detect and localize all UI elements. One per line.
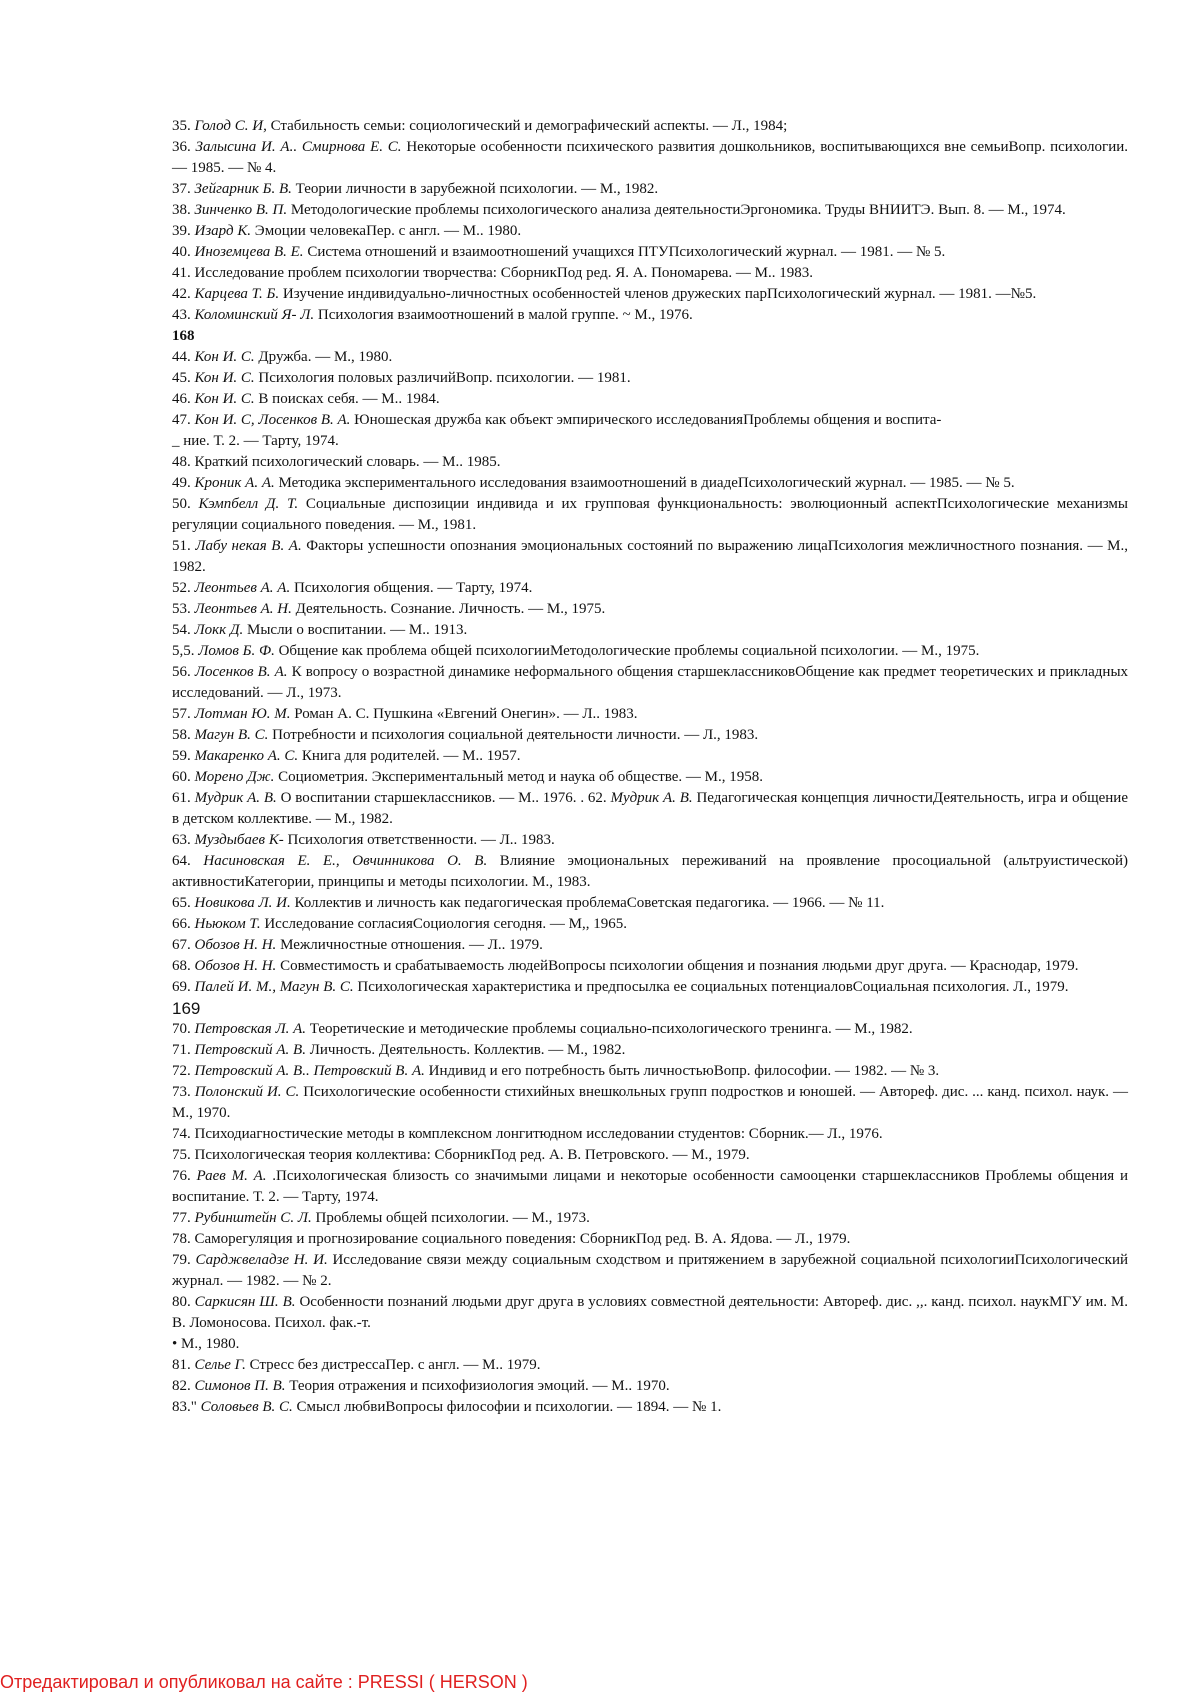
entry-author: Магун В. С. [194,727,269,743]
entry-text: Факторы успешности опознания эмоциональных состояний по выражению лицаПсихология межличностного познания. — М., 1982. [172,538,1129,575]
bibliography-entry [172,242,1128,263]
entry-text: Смысл любвиВопросы философии и психологии. — 1894. — № 1. [292,1399,722,1415]
entry-number: 35. [172,118,191,134]
bibliography-entry [172,1355,1128,1376]
bibliography-entry [172,410,1128,431]
entry-author: Морено Дж. [194,769,275,785]
bibliography-entry [172,1040,1128,1061]
entry-text: М., 1980. [181,1336,240,1352]
entry-number: 71. [172,1042,191,1058]
entry-author: Макаренко А. С. [194,748,299,764]
entry-number: • [172,1336,178,1352]
entry-number: 65. [172,895,191,911]
bibliography-entry [172,1250,1128,1292]
entry-text: Саморегуляция и прогнозирование социального поведения: СборникПод ред. В. А. Ядова. — Л., 1979. [194,1231,851,1247]
bibliography-entry [172,1019,1128,1040]
entry-author: Иноземцева В. Е. [194,244,304,260]
entry-author: Рубинштейн С. Л. [194,1210,312,1226]
entry-text: Методика экспериментального исследования взаимоотношений в диадеПсихологический журнал. — 1985. — № 5. [274,475,1015,491]
entry-text: К вопросу о возрастной динамике неформального общения старшеклассниковОбщение как предмет теоретических и прикладных исследований. — Л., 1973. [172,664,1129,701]
entry-text: Особенности познаний людьми друг друга в условиях совместной деятельности: Автореф. дис. ,,. канд. психол. наукМГУ им. М. В. Ломоносова. Психол. фак.-т. [172,1294,1128,1331]
entry-text: В поисках себя. — М.. 1984. [254,391,440,407]
bibliography-entry [172,914,1128,935]
entry-author: Сарджвеладзе Н. И. [195,1252,328,1268]
entry-text: Мысли о воспитании. — М.. 1913. [243,622,468,638]
entry-number: 54. [172,622,191,638]
entry-text: Психология общения. — Тарту, 1974. [290,580,533,596]
entry-number: 50. [172,496,191,512]
bibliography-entry [172,1145,1128,1166]
entry-text: Дружба. — М., 1980. [254,349,393,365]
bibliography-entry [172,1166,1128,1208]
footer-credit: Отредактировал и опубликовал на сайте : PRESSI ( HERSON ) [0,1672,528,1692]
entry-number: 66. [172,916,191,932]
entry-text: Индивид и его потребность быть личностьюВопр. философии. — 1982. — № 3. [424,1063,940,1079]
bibliography-entry [172,620,1128,641]
entry-author: Залысина И. А.. Смирнова Е. С. [195,139,402,155]
bibliography-entry [172,830,1128,851]
bibliography-entry [172,599,1128,620]
bibliography-entry [172,977,1128,998]
page-number: 168 [172,328,195,344]
entry-author: Петровский А. В. [194,1042,306,1058]
entry-text: Коллектив и личность как педагогическая проблемаСоветская педагогика. — 1966. — № 11. [290,895,885,911]
bibliography-entry [172,431,1128,452]
bibliography-entry [172,704,1128,725]
entry-text: Стабильность семьи: социологический и демографический аспекты. — Л., 1984; [266,118,788,134]
entry-text: Книга для родителей. — М.. 1957. [298,748,521,764]
bibliography-entry [172,767,1128,788]
entry-number: 80. [172,1294,191,1310]
entry-number: 74. [172,1126,191,1142]
entry-number: 83." [172,1399,197,1415]
entry-number: 52. [172,580,191,596]
entry-number: 67. [172,937,191,953]
entry-text: Психология ответственности. — Л.. 1983. [283,832,555,848]
entry-text: Деятельность. Сознание. Личность. — М., 1975. [291,601,606,617]
bibliography-entry [172,536,1128,578]
entry-text: Теория отражения и психофизиология эмоций. — М.. 1970. [285,1378,670,1394]
bibliography-entry [172,578,1128,599]
bibliography-entry [172,473,1128,494]
entry-number: 41. [172,265,191,281]
entry-text: Юношеская дружба как объект эмпирического исследованияПроблемы общения и воспита- [350,412,942,428]
entry-text: Социальные диспозиции индивида и их групповая функциональность: эволюционный аспектПсихологические механизмы регуляции социального поведения. — М., 1981. [172,496,1129,533]
entry-author: Соловьев В. С. [200,1399,293,1415]
entry-author: Кон И. С. [194,349,255,365]
entry-text: Личность. Деятельность. Коллектив. — М., 1982. [305,1042,626,1058]
bibliography-entry [172,725,1128,746]
bibliography-entry [172,788,1128,830]
entry-number: 82. [172,1378,191,1394]
entry-number: 76. [172,1168,191,1184]
entry-author: Леонтьев А. Н. [194,601,292,617]
entry-text: Проблемы общей психологии. — М., 1973. [311,1210,590,1226]
entry-text: Совместимость и срабатываемость людейВопросы психологии общения и познания людьми друг друга. — Краснодар, 1979. [276,958,1079,974]
entry-number: 43. [172,307,191,323]
bibliography-entry [172,662,1128,704]
entry-number: 78. [172,1231,191,1247]
entry-number: 70. [172,1021,191,1037]
entry-number: 48. [172,454,191,470]
entry-author: Мудрик А. В. [194,790,277,806]
entry-text: Психологическая теория коллектива: СборникПод ред. А. В. Петровского. — М., 1979. [194,1147,750,1163]
bibliography-entry [172,389,1128,410]
entry-number: 37. [172,181,191,197]
entry-number: 56. [172,664,191,680]
bibliography-entry [172,935,1128,956]
entry-author: Муздыбаев К- [194,832,284,848]
entry-number: 61. [172,790,191,806]
entry-number: 39. [172,223,191,239]
entry-number: 45. [172,370,191,386]
entry-number: 36. [172,139,191,155]
bibliography-entry [172,1061,1128,1082]
entry-author: Обозов Н. Н. [194,958,277,974]
entry-number: 81. [172,1357,191,1373]
bibliography-entry [172,179,1128,200]
entry-author: Карцева Т. Б. [194,286,280,302]
entry-author: Зейгарник Б. В. [194,181,292,197]
entry-text: Межличностные отношения. — Л.. 1979. [276,937,543,953]
bibliography-entry [172,1397,1128,1418]
entry-text: Теоретические и методические проблемы социально-психологического тренинга. — М., 1982. [306,1021,913,1037]
entry-text: Психологические особенности стихийных внешкольных групп подростков и юношей. — Автореф. дис. ... канд. психол. наук. — М., 1970. [172,1084,1129,1121]
bibliography-entry [172,263,1128,284]
entry-text: .Психологическая близость со значимыми лицами и некоторые особенности самооценки старшеклассников Проблемы общения и воспитание. Т. 2. — Тарту, 1974. [172,1168,1128,1205]
entry-number: 64. [172,853,191,869]
entry-number: 38. [172,202,191,218]
entry-text: Потребности и психология социальной деятельности личности. — Л., 1983. [268,727,759,743]
entry-text: Эмоции человекаПер. с англ. — М.. 1980. [251,223,522,239]
entry-author: Кон И. С. [194,370,255,386]
entry-author: Кроник А. А. [194,475,275,491]
entry-text: Психологическая характеристика и предпосылка ее социальных потенциаловСоциальная психология. Л., 1979. [353,979,1069,995]
bibliography-entry [172,1208,1128,1229]
entry-author: Полонский И. С. [194,1084,300,1100]
entry-text: Стресс без дистрессаПер. с англ. — М.. 1979. [245,1357,541,1373]
entry-number: 75. [172,1147,191,1163]
bibliography-entry [172,1082,1128,1124]
entry-text: Педагогическая концепция личностиДеятельность, игра и общение в детском коллективе. — М., 1982. [172,790,1128,827]
entry-author: Петровская Л. А. [194,1021,307,1037]
bibliography-entry [172,1124,1128,1145]
bibliography-entry [172,305,1128,326]
bibliography-entry [172,1376,1128,1397]
entry-text: Теории личности в зарубежной психологии. — М., 1982. [291,181,659,197]
bibliography-list [172,116,1128,1418]
entry-number: 51. [172,538,191,554]
entry-author: Кэмпбелл Д. Т. [198,496,299,512]
bibliography-entry [172,452,1128,473]
entry-text: Методологические проблемы психологического анализа деятельностиЭргономика. Труды ВНИИТЭ. Вып. 8. — М., 1974. [287,202,1066,218]
entry-author: Обозов Н. Н. [194,937,277,953]
entry-number: 77. [172,1210,191,1226]
bibliography-entry [172,347,1128,368]
entry-text: Исследование проблем психологии творчества: СборникПод ред. Я. А. Пономарева. — М.. 1983. [194,265,813,281]
entry-text: Исследование согласияСоциология сегодня. — М,, 1965. [260,916,628,932]
entry-text: Система отношений и взаимоотношений учащихся ПТУПсихологический журнал. — 1981. — № 5. [303,244,946,260]
entry-text: Некоторые особенности психического развития дошкольников, воспитывающихся вне семьиВопр. психологии. — 1985. — № 4. [172,139,1128,176]
bibliography-entry [172,368,1128,389]
entry-author: Ньюком Т. [194,916,261,932]
entry-author: Насиновская Е. Е., Овчинникова О. В. [203,853,488,869]
entry-author: Селье Г. [194,1357,246,1373]
entry-author: Новикова Л. И. [194,895,291,911]
entry-number: 69. [172,979,191,995]
bibliography-entry [172,200,1128,221]
entry-text: О воспитании старшеклассников. — М.. 1976. . 62. [276,790,611,806]
entry-author: Локк Д. [194,622,244,638]
entry-text: Краткий психологический словарь. — М.. 1985. [194,454,501,470]
entry-author: Коломинский Я- Л. [194,307,315,323]
entry-author: Лотман Ю. М. [194,706,291,722]
entry-author: Палей И. М., Магун В. С. [194,979,354,995]
entry-text: Психодиагностические методы в комплексном лонгитюдном исследовании студентов: Сборник.— Л., 1976. [194,1126,883,1142]
entry-author: Голод С. И, [194,118,267,134]
entry-number: 49. [172,475,191,491]
entry-number: 5,5. [172,643,195,659]
bibliography-entry [172,284,1128,305]
entry-number: 46. [172,391,191,407]
bibliography-entry [172,1229,1128,1250]
entry-number: 68. [172,958,191,974]
entry-author: Раев М. А. [196,1168,267,1184]
bibliography-entry [172,494,1128,536]
entry-number: _ [172,433,180,449]
entry-author: Лабу некая В. А. [195,538,302,554]
bibliography-entry [172,221,1128,242]
bibliography-entry [172,956,1128,977]
bibliography-entry [172,893,1128,914]
entry-text: Влияние эмоциональных переживаний на проявление просоциальной (альтруистической) активностиКатегории, принципы и методы психологии. М., 1983. [172,853,1128,890]
entry-number: 72. [172,1063,191,1079]
entry-author: Изард К. [194,223,252,239]
entry-author: Кон И. С. [194,391,255,407]
entry-author: Петровский А. В.. Петровский В. А. [194,1063,425,1079]
entry-author: Саркисян Ш. В. [194,1294,296,1310]
entry-text: Социометрия. Экспериментальный метод и наука об обществе. — М., 1958. [274,769,764,785]
entry-author: Зинченко В. П. [194,202,288,218]
entry-author: Кон И. С, Лосенков В. А. [194,412,351,428]
entry-text: Исследование связи между социальным сходством и притяжением в зарубежной социальной психологииПсихологический журнал. — 1982. — № 2. [172,1252,1129,1289]
entry-number: 63. [172,832,191,848]
entry-number: 57. [172,706,191,722]
entry-text: Психология половых различийВопр. психологии. — 1981. [254,370,631,386]
entry-author: Ломов Б. Ф. [198,643,275,659]
entry-text: Роман А. С. Пушкина «Евгений Онегин». — Л.. 1983. [290,706,638,722]
entry-number: 47. [172,412,191,428]
entry-author: Леонтьев А. А. [194,580,291,596]
entry-number: 59. [172,748,191,764]
bibliography-entry [172,1292,1128,1334]
bibliography-entry [172,137,1128,179]
bibliography-entry [172,1334,1128,1355]
entry-text: ние. Т. 2. — Тарту, 1974. [183,433,339,449]
entry-author: Мудрик А. В. [610,790,693,806]
entry-number: 60. [172,769,191,785]
bibliography-entry [172,641,1128,662]
entry-author: Симонов П. В. [194,1378,286,1394]
entry-number: 53. [172,601,191,617]
entry-author: Лосенков В. А. [194,664,288,680]
entry-text: Общение как проблема общей психологииМетодологические проблемы социальной психологии. — М., 1975. [274,643,980,659]
entry-number: 44. [172,349,191,365]
entry-number: 40. [172,244,191,260]
entry-text: Изучение индивидуально-личностных особенностей членов дружеских парПсихологический журнал. — 1981. —№5. [279,286,1037,302]
entry-number: 58. [172,727,191,743]
entry-text: Психология взаимоотношений в малой группе. ~ М., 1976. [314,307,693,323]
entry-number: 73. [172,1084,191,1100]
bibliography-entry [172,746,1128,767]
entry-number: 42. [172,286,191,302]
bibliography-entry [172,116,1128,137]
entry-number: 79. [172,1252,191,1268]
bibliography-entry [172,851,1128,893]
page-number: 169 [172,999,201,1018]
